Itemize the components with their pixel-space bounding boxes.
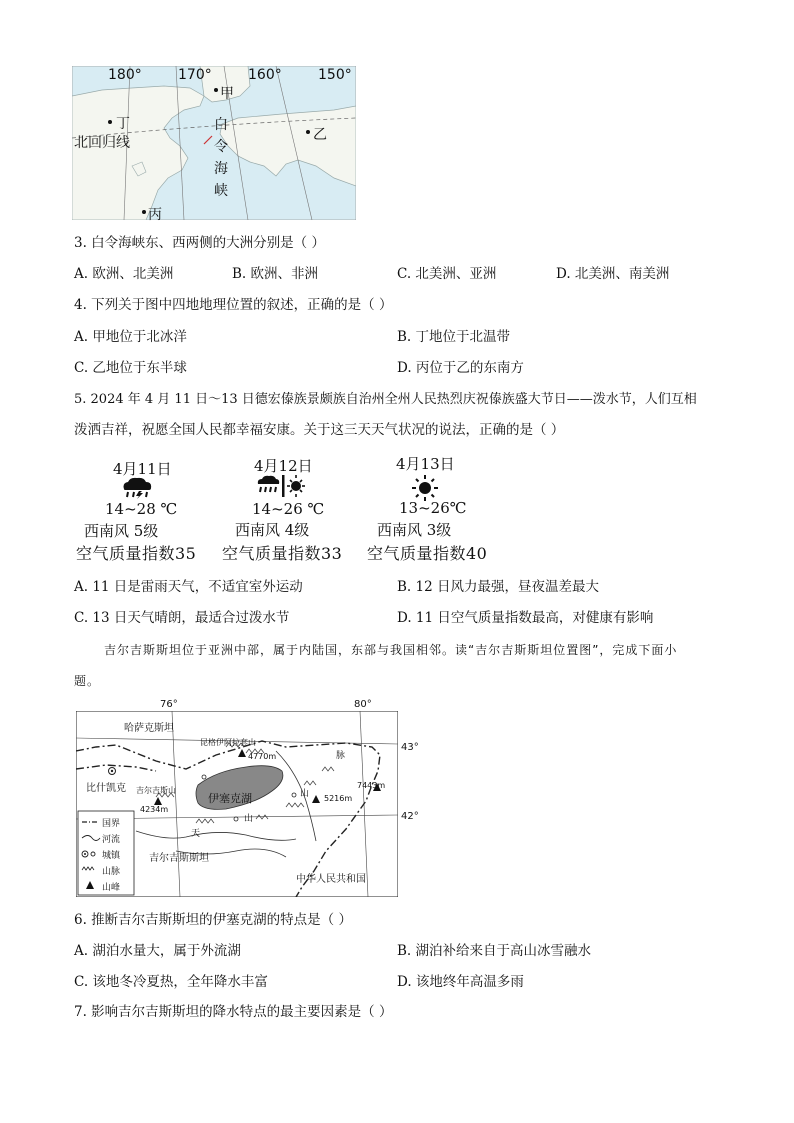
rain-then-sunny-icon (256, 474, 308, 498)
q5-option-b[interactable]: B. 12 日风力最强，昼夜温差最大 (397, 579, 599, 595)
map2-lon-76: 76° (160, 699, 178, 710)
q3-option-b[interactable]: B. 欧洲、非洲 (232, 266, 319, 282)
map1-lon-170: 170° (178, 67, 212, 83)
weather-wind-3: 西南风 3级 (377, 521, 452, 539)
legend-border: 国界 (102, 819, 121, 829)
passage-line2: 题。 (74, 674, 101, 688)
weather-temp-1: 14~28 ℃ (105, 500, 178, 518)
weather-date-2: 4月12日 (254, 457, 313, 475)
peak-elev-4234: 4234m (140, 805, 169, 814)
place-dot-jia (214, 88, 218, 92)
place-label-bing: 丙 (148, 207, 162, 223)
country-kazakhstan: 哈萨克斯坦 (124, 723, 174, 734)
legend-town: 城镇 (102, 851, 121, 861)
map1-lon-160: 160° (248, 67, 282, 83)
q6-option-d[interactable]: D. 该地终年高温多雨 (397, 974, 524, 990)
q3-stem: 3. 白令海峡东、西两侧的大洲分别是（ ） (74, 235, 325, 251)
sunny-icon (410, 474, 440, 502)
q5-stem-line2: 泼洒吉祥，祝愿全国人民都幸福安康。关于这三天天气状况的说法，正确的是（ ） (74, 422, 565, 438)
q4-option-d[interactable]: D. 丙位于乙的东南方 (397, 360, 524, 376)
peak-name-4770: 昆格伊阿拉套山 (200, 738, 256, 747)
country-kyrgyzstan: 吉尔吉斯斯坦 (149, 853, 209, 864)
strait-label-1: 白 (214, 117, 228, 133)
q4-option-b[interactable]: B. 丁地位于北温带 (397, 329, 511, 345)
map2-lat-43: 43° (401, 742, 419, 753)
q6-option-b[interactable]: B. 湖泊补给来自于高山冰雪融水 (397, 943, 592, 959)
weather-temp-2: 14~26 ℃ (252, 500, 325, 518)
q6-stem: 6. 推断吉尔吉斯斯坦的伊塞克湖的特点是（ ） (74, 912, 352, 928)
place-dot-yi (306, 130, 310, 134)
peak-elev-5216: 5216m (324, 794, 353, 803)
q5-option-a[interactable]: A. 11 日是雷雨天气，不适宜室外运动 (74, 579, 303, 595)
place-dot-ding (108, 120, 112, 124)
q4-option-a[interactable]: A. 甲地位于北冰洋 (74, 329, 187, 345)
weather-wind-1: 西南风 5级 (84, 522, 159, 540)
weather-date-3: 4月13日 (396, 455, 455, 473)
q7-stem: 7. 影响吉尔吉斯斯坦的降水特点的最主要因素是（ ） (74, 1004, 393, 1020)
place-label-ding: 丁 (116, 116, 130, 132)
weather-aqi-2: 空气质量指数33 (222, 544, 343, 563)
weather-date-1: 4月11日 (113, 460, 172, 478)
q3-option-a[interactable]: A. 欧洲、北美洲 (74, 266, 174, 282)
peak-elev-7443: 7443m (357, 781, 386, 790)
q3-option-c[interactable]: C. 北美洲、亚洲 (397, 266, 497, 282)
q4-option-c[interactable]: C. 乙地位于东半球 (74, 360, 187, 376)
map2-lat-42: 42° (401, 811, 419, 822)
place-dot-bing (142, 210, 146, 214)
map1-lon-150: 150° (318, 67, 352, 83)
q4-stem: 4. 下列关于图中四地地理位置的叙述，正确的是（ ） (74, 297, 393, 313)
q5-stem-line1: 5. 2024 年 4 月 11 日～13 日德宏傣族景颇族自治州全州人民热烈庆祝傣族盛大节日——泼水节，人们互相 (74, 392, 697, 407)
weather-aqi-3: 空气质量指数40 (367, 544, 488, 563)
q5-option-d[interactable]: D. 11 日空气质量指数最高，对健康有影响 (397, 610, 654, 626)
q6-option-a[interactable]: A. 湖泊水量大，属于外流湖 (74, 943, 241, 959)
city-label-bishkek: 比什凯克 (86, 783, 126, 794)
q6-option-c[interactable]: C. 该地冬冷夏热，全年降水丰富 (74, 974, 268, 990)
peak-elev-4770: 4770m (248, 752, 277, 761)
strait-label-4: 峡 (214, 183, 228, 199)
passage-line1: 吉尔吉斯斯坦位于亚洲中部，属于内陆国，东部与我国相邻。读“吉尔吉斯斯坦位置图”，完成下面小 (104, 643, 678, 657)
q5-option-c[interactable]: C. 13 日天气晴朗，最适合过泼水节 (74, 610, 290, 626)
range-char-shan-2: 山 (300, 789, 310, 799)
legend-peak: 山峰 (102, 883, 121, 893)
lake-label: 伊塞克湖 (208, 792, 252, 805)
q3-option-d[interactable]: D. 北美洲、南美洲 (556, 266, 670, 282)
place-label-jia: 甲 (220, 86, 234, 102)
map1-lon-180: 180° (108, 67, 142, 83)
weather-wind-2: 西南风 4级 (235, 521, 310, 539)
legend-range: 山脉 (102, 867, 121, 877)
weather-aqi-1: 空气质量指数35 (76, 544, 197, 563)
place-label-yi: 乙 (313, 127, 327, 143)
strait-label-2: 令 (214, 139, 228, 155)
tropic-label: 北回归线 (74, 135, 130, 151)
weather-temp-3: 13~26℃ (399, 499, 467, 517)
strait-label-3: 海 (214, 161, 228, 177)
map2-lon-80: 80° (354, 699, 372, 710)
legend-river: 河流 (102, 835, 121, 845)
range-char-shan-1: 山 (244, 814, 254, 824)
peak-name-4234: 吉尔吉斯山 (136, 786, 176, 795)
country-china: 中华人民共和国 (296, 874, 366, 885)
range-char-mai: 脉 (336, 751, 346, 761)
range-char-tian: 天 (191, 829, 201, 839)
thunderstorm-icon (120, 477, 154, 499)
